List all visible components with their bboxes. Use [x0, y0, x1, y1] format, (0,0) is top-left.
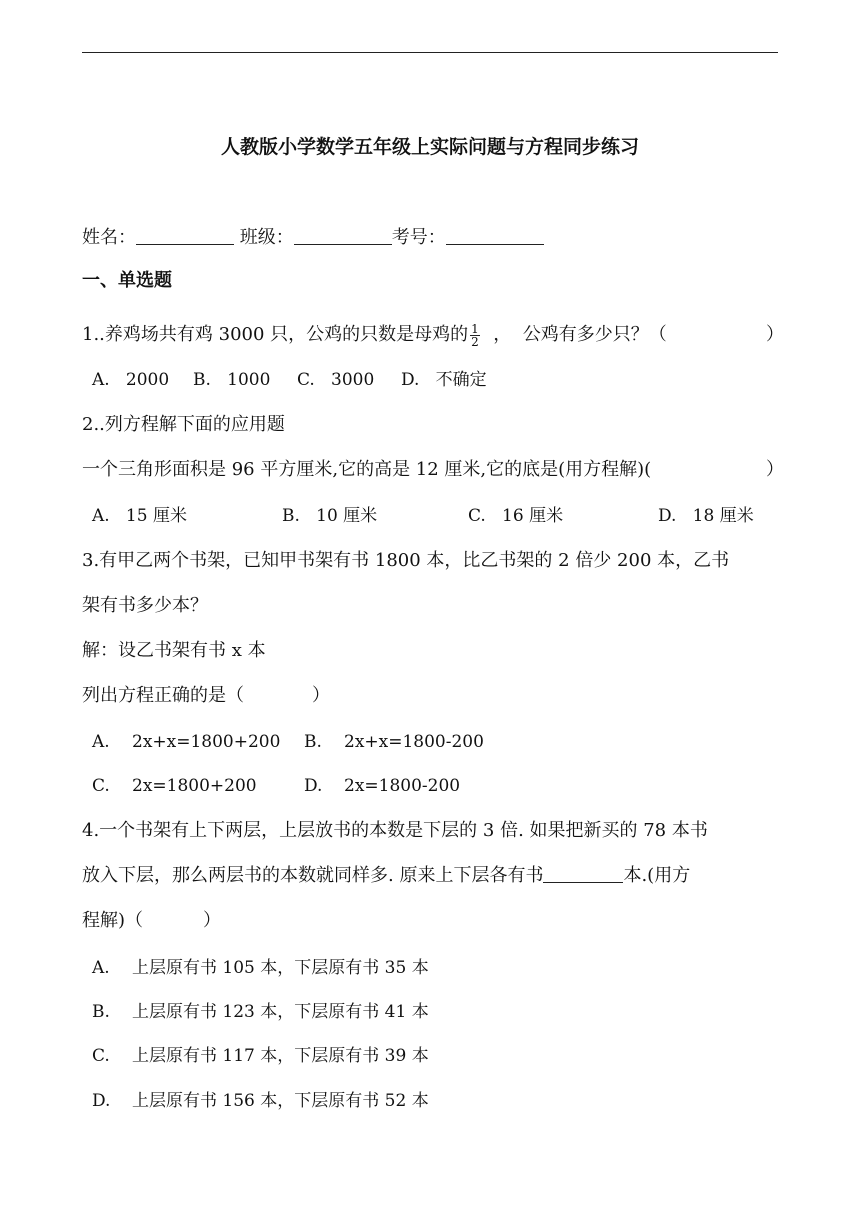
answer-blank[interactable] — [543, 864, 623, 883]
q3-option-c[interactable] — [92, 773, 257, 799]
question-4-text-line3: 程解)（ — [82, 910, 144, 931]
option-text: 1000 — [227, 370, 271, 390]
option-text: 15 厘米 — [125, 506, 187, 526]
option-text: 上层原有书 117 本，下层原有书 39 本 — [132, 1046, 429, 1066]
question-1-stem: 1..养鸡场共有鸡 3000 只，公鸡的只数是母鸡的 — [82, 324, 469, 345]
student-info-line — [82, 225, 544, 251]
option-label: B. — [92, 1002, 110, 1022]
name-blank[interactable] — [136, 226, 234, 245]
number-label: 考号： — [391, 227, 446, 248]
header-rule — [82, 52, 778, 53]
q2-option-c[interactable] — [468, 503, 563, 529]
q2-option-a[interactable] — [92, 503, 187, 529]
option-text: 2x+x=1800-200 — [344, 732, 484, 752]
option-text: 2x+x=1800+200 — [132, 732, 281, 752]
q3-option-b[interactable] — [304, 729, 484, 755]
q1-option-a[interactable] — [92, 367, 169, 393]
option-label: B. — [282, 506, 300, 526]
q3-option-d[interactable] — [304, 773, 460, 799]
page-title: 人教版小学数学五年级上实际问题与方程同步练习 — [220, 136, 639, 158]
number-blank[interactable] — [446, 226, 544, 245]
fraction-denominator: 2 — [471, 335, 479, 349]
option-label: C. — [297, 370, 315, 390]
question-2-text: 一个三角形面积是 96 平方厘米,它的高是 12 厘米,它的底是(用方程解)( — [82, 459, 652, 480]
question-4-line2-start: 放入下层，那么两层书的本数就同样多. 原来上下层各有书 — [82, 865, 544, 886]
section-heading: 一、单选题 — [82, 270, 172, 291]
q1-option-c[interactable] — [297, 367, 374, 393]
question-3-text-line1: 3.有甲乙两个书架，已知甲书架有书 1800 本，比乙书架的 2 倍少 200 本，乙书 — [82, 550, 730, 571]
option-label: D. — [304, 776, 323, 796]
option-label: A. — [92, 370, 110, 390]
option-label: A. — [92, 958, 110, 978]
option-label: D. — [401, 370, 420, 390]
question-1-text — [82, 322, 667, 348]
question-1-stem-end: ， 公鸡有多少只？（ — [493, 324, 667, 345]
question-4-paren-close: ） — [203, 910, 221, 931]
question-2-intro: 2..列方程解下面的应用题 — [82, 414, 285, 435]
question-3-solution-setup: 解：设乙书架有书 x 本 — [82, 640, 266, 661]
q2-option-d[interactable] — [658, 503, 754, 529]
q2-option-b[interactable] — [282, 503, 377, 529]
option-text: 2000 — [125, 370, 170, 390]
class-blank[interactable] — [294, 226, 392, 245]
q1-option-d[interactable] — [401, 367, 487, 393]
option-text: 上层原有书 123 本，下层原有书 41 本 — [132, 1002, 429, 1022]
option-label: B. — [193, 370, 211, 390]
option-label: D. — [92, 1091, 111, 1111]
option-text: 16 厘米 — [502, 506, 564, 526]
option-label: A. — [92, 732, 110, 752]
q4-option-c[interactable] — [92, 1043, 429, 1069]
q4-option-a[interactable] — [92, 955, 429, 981]
option-label: C. — [92, 1046, 110, 1066]
question-2-paren-close: ） — [766, 459, 784, 480]
option-text: 上层原有书 105 本，下层原有书 35 本 — [132, 958, 429, 978]
question-3-text-line2: 架有书多少本？ — [82, 595, 208, 616]
option-label: C. — [468, 506, 486, 526]
question-4-text-line2 — [82, 863, 690, 889]
question-3-prompt: 列出方程正确的是（ — [82, 685, 244, 706]
q4-option-d[interactable] — [92, 1088, 429, 1114]
fraction-numerator: 1 — [471, 322, 479, 336]
fraction-one-half — [470, 323, 480, 348]
option-text: 2x=1800+200 — [132, 776, 257, 796]
class-label: 班级： — [239, 227, 294, 248]
q4-option-b[interactable] — [92, 999, 429, 1025]
option-label: A. — [92, 506, 110, 526]
option-text: 2x=1800-200 — [344, 776, 461, 796]
option-text: 18 厘米 — [692, 506, 754, 526]
option-text: 10 厘米 — [316, 506, 378, 526]
question-4-text-line1: 4.一个书架有上下两层，上层放书的本数是下层的 3 倍. 如果把新买的 78 本书 — [82, 820, 708, 841]
question-3-paren-close: ） — [312, 685, 330, 706]
q1-option-b[interactable] — [193, 367, 270, 393]
question-4-line2-end: 本.(用方 — [623, 865, 691, 886]
option-text: 3000 — [331, 370, 375, 390]
name-label: 姓名： — [82, 227, 136, 248]
option-text: 上层原有书 156 本，下层原有书 52 本 — [132, 1091, 429, 1111]
question-1-paren-close: ） — [766, 324, 784, 345]
q3-option-a[interactable] — [92, 729, 280, 755]
option-label: C. — [92, 776, 110, 796]
option-label: B. — [304, 732, 322, 752]
option-label: D. — [658, 506, 677, 526]
option-text: 不确定 — [435, 370, 487, 390]
